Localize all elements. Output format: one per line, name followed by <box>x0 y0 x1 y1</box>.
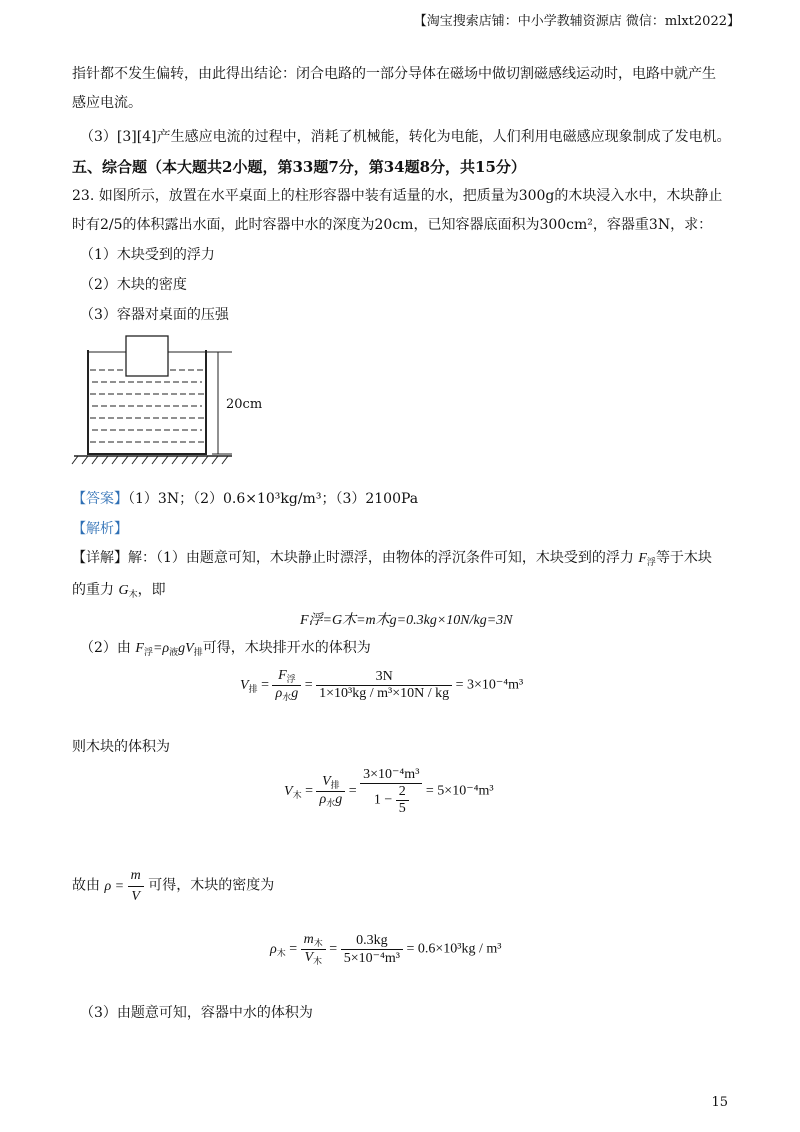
density-pre: 故由 <box>72 877 100 894</box>
question-23-line-2: 时有2/5的体积露出水面，此时容器中水的深度为20cm，已知容器底面积为300cm²，容器重3N，求： <box>72 217 713 233</box>
depth-label: 20cm <box>226 397 263 412</box>
eq3-numerator: 3×10⁻⁴m³ <box>360 766 422 784</box>
step-2-line <box>80 638 371 662</box>
gravity-symbol: $G_木$ <box>118 583 138 599</box>
question-23-line-1: 23. 如图所示，放置在水平桌面上的柱形容器中装有适量的水，把质量为300g的木块浸入水中，木块静止 <box>72 188 723 204</box>
question-23-sub-3: （3）容器对桌面的压强 <box>80 307 229 323</box>
analysis-tag: 【解析】 <box>72 521 128 537</box>
step-2-pre: （2）由 <box>80 640 131 656</box>
equation-3: $V_木$ = $\frac{V_排}{\rho_水g}$ = 3×10⁻⁴m³ 1 − $\frac{2}{5}$ = 5×10⁻⁴m³ <box>284 767 494 816</box>
eq4-result: = 0.6×10³kg / m³ <box>406 941 502 957</box>
detail-line-1-text: 【详解】解：（1）由题意可知，木块静止时漂浮，由物体的浮沉条件可知，木块受到的浮力 <box>72 550 634 566</box>
conclusion-line-1: 指针都不发生偏转，由此得出结论：闭合电路的一部分导体在磁场中做切割磁感线运动时，电路中就产生 <box>72 66 716 82</box>
equation-1: F浮=G木=m木g=0.3kg×10N/kg=3N <box>300 613 513 628</box>
detail-line-2-post: ，即 <box>137 582 166 598</box>
density-post: 可得，木块的密度为 <box>148 877 275 894</box>
page-number: 15 <box>711 1095 728 1110</box>
equation-2: $V_排$ = $\frac{F_浮}{\rho_水g}$ = $\frac{3N}{\text{1×10³kg / m³×10N / kg}}$ = 3×10⁻⁴m³ <box>240 668 524 702</box>
section-title: 五、综合题（本大题共2小题，第33题7分，第34题8分，共15分） <box>72 158 526 176</box>
eq2-numerator: 3N <box>316 669 452 686</box>
conclusion-line-2: 感应电流。 <box>72 95 142 111</box>
answer-line <box>72 489 418 509</box>
step-3-line: （3）由题意可知，容器中水的体积为 <box>80 1005 313 1021</box>
container-figure <box>70 330 240 468</box>
equation-4: $\rho_木$ = $\frac{m_木}{V_木}$ = $\frac{0.3kg}{\text{5×10⁻⁴m³}}$ = 0.6×10³kg / m³ <box>270 932 502 966</box>
eq4-numerator: 0.3kg <box>341 933 403 950</box>
answer-tag: 【答案】 <box>72 491 128 507</box>
archimedes-formula: $F_浮=\rho_液gV_排$ <box>135 641 203 657</box>
eq2-denominator: 1×10³kg / m³×10N / kg <box>319 686 450 701</box>
table-hatching <box>72 456 228 464</box>
detail-line-1 <box>72 548 712 572</box>
eq3-result: = 5×10⁻⁴m³ <box>425 783 494 799</box>
page-header: 【淘宝搜索店铺：中小学教辅资源店 微信：mlxt2022】 <box>413 14 740 29</box>
paragraph-3-3-4: （3）[3][4]产生感应电流的过程中，消耗了机械能，转化为电能，人们利用电磁感应现象制成了发电机。 <box>80 129 731 145</box>
eq4-denominator: 5×10⁻⁴m³ <box>343 950 400 966</box>
detail-line-2-pre: 的重力 <box>72 582 114 598</box>
question-23-sub-1: （1）木块受到的浮力 <box>80 247 215 263</box>
step-2-post: 可得，木块排开水的体积为 <box>202 640 371 656</box>
answer-text: （1）3N；（2）0.6×10³kg/m³；（3）2100Pa <box>128 491 419 507</box>
density-formula: ρ = $\frac{m}{V}$ <box>104 879 143 894</box>
wood-volume-intro: 则木块的体积为 <box>72 739 170 755</box>
question-23-sub-2: （2）木块的密度 <box>80 277 187 293</box>
buoyancy-symbol: $F_浮$ <box>638 551 656 567</box>
detail-line-1-tail: 等于木块 <box>655 550 712 566</box>
density-intro-line <box>72 866 274 907</box>
eq2-result: = 3×10⁻⁴m³ <box>455 677 524 693</box>
detail-line-2 <box>72 580 166 604</box>
wood-block <box>126 336 168 376</box>
water-dashes <box>90 370 204 442</box>
